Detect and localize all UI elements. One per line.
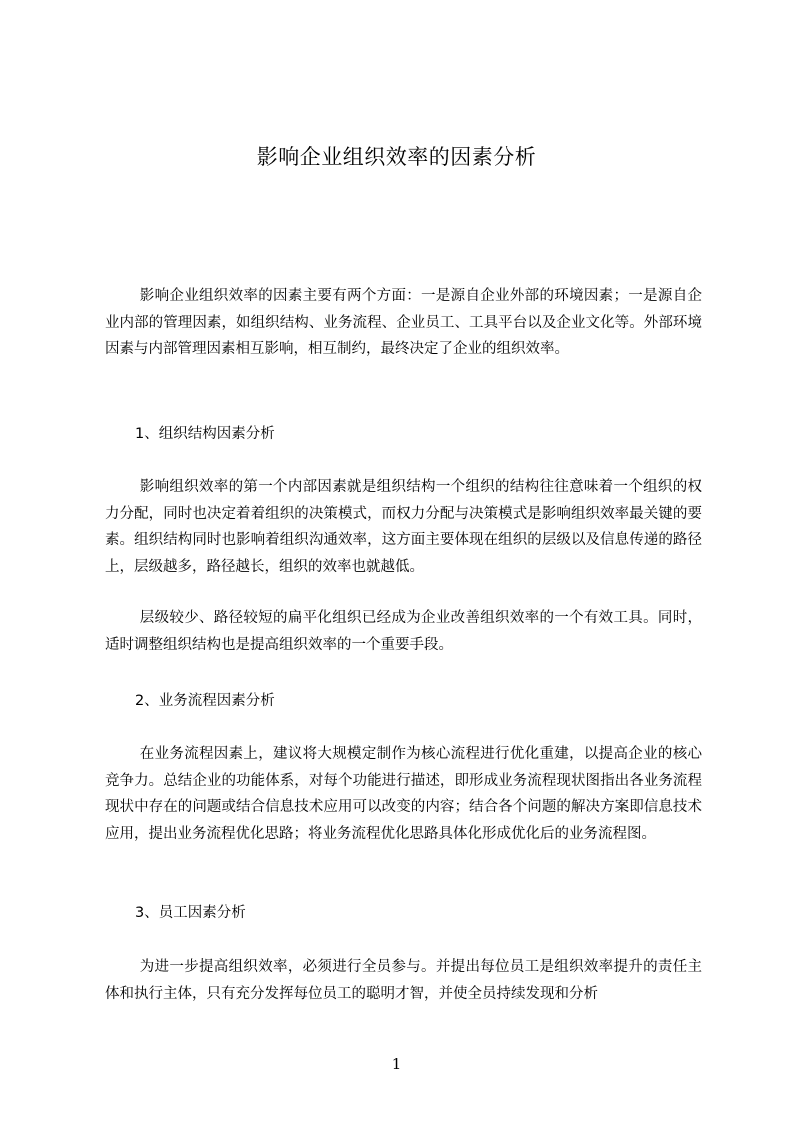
section-heading-3: 3、员工因素分析: [135, 905, 246, 921]
section-1-paragraph-2: 层级较少、路径较短的扁平化组织已经成为企业改善组织效率的一个有效工具。同时，适时调整组织结构也是提高组织效率的一个重要手段。: [105, 610, 702, 653]
document-title: 影响企业组织效率的因素分析: [256, 145, 537, 169]
intro-paragraph: 影响企业组织效率的因素主要有两个方面：一是源自企业外部的环境因素；一是源自企业内部的管理因素，如组织结构、业务流程、企业员工、工具平台以及企业文化等。外部环境因素与内部管理因素相互影响，相互制约，最终决定了企业的组织效率。: [105, 288, 702, 357]
page-number: 1: [391, 1055, 402, 1073]
section-2-paragraph-1: 在业务流程因素上，建议将大规模定制作为核心流程进行优化重建，以提高企业的核心竞争力。总结企业的功能体系，对每个功能进行描述，即形成业务流程现状图指出各业务流程现状中存在的问题或结合信息技术应用可以改变的内容；结合各个问题的解决方案即信息技术应用，提出业务流程优化思路；将业务流程优化思路具体化形成优化后的业务流程图。: [105, 746, 702, 842]
section-1-paragraph-1: 影响组织效率的第一个内部因素就是组织结构一个组织的结构往往意味着一个组织的权力分配，同时也决定着着组织的决策模式，而权力分配与决策模式是影响组织效率最关键的要素。组织结构同时也影响着组织沟通效率，这方面主要体现在组织的层级以及信息传递的路径上，层级越多，路径越长，组织的效率也就越低。: [105, 479, 702, 575]
section-heading-2: 2、业务流程因素分析: [135, 693, 275, 709]
section-3-paragraph-1: 为进一步提高组织效率，必须进行全员参与。并提出每位员工是组织效率提升的责任主体和执行主体，只有充分发挥每位员工的聪明才智，并使全员持续发现和分析: [105, 959, 702, 1002]
section-heading-1: 1、组织结构因素分析: [135, 426, 275, 442]
